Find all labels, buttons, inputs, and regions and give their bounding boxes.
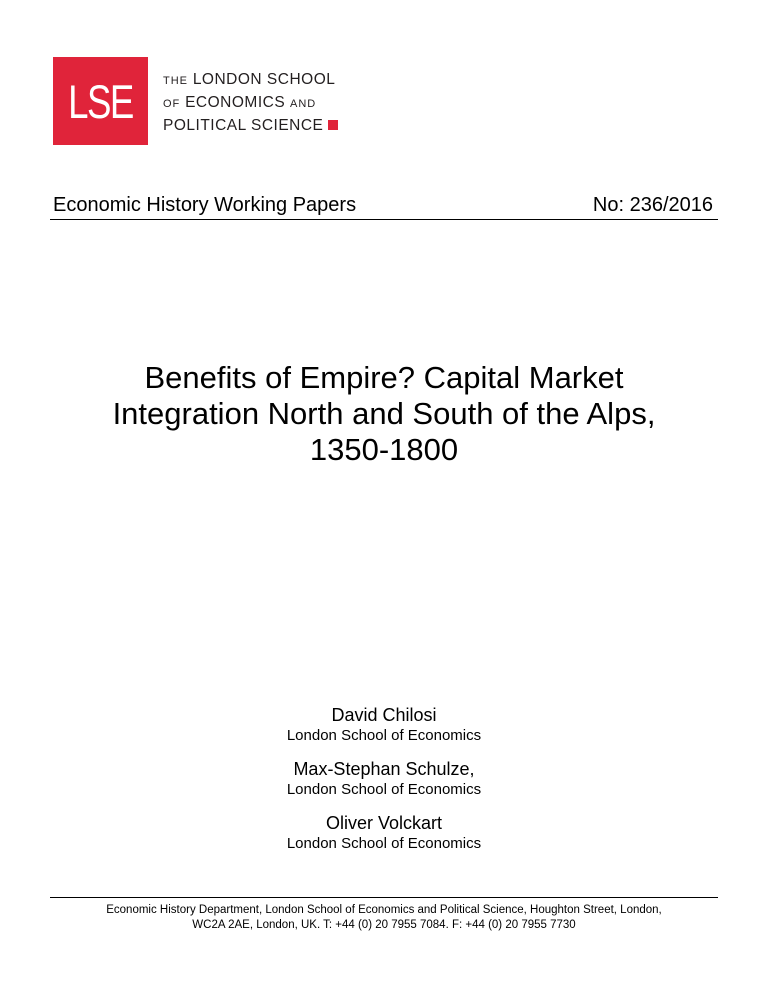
header-divider	[50, 219, 718, 220]
department-footer	[60, 903, 708, 933]
paper-title	[40, 360, 728, 468]
paper-number: No: 236/2016	[592, 194, 713, 216]
author-name: Oliver Volckart	[325, 813, 443, 833]
title-line-3: 1350-1800	[309, 432, 459, 467]
footer-line-2: WC2A 2AE, London, UK. T: +44 (0) 20 7955 7084. F: +44 (0) 20 7955 7730	[192, 919, 576, 931]
lse-logo-wordmark	[163, 69, 338, 137]
footer-divider	[50, 897, 718, 898]
lse-logo-letters: LSE	[68, 74, 133, 128]
title-line-1: Benefits of Empire? Capital Market	[144, 360, 624, 395]
series-title: Economic History Working Papers	[53, 194, 357, 216]
author-affiliation: London School of Economics	[286, 835, 482, 852]
title-line-2: Integration North and South of the Alps,	[112, 396, 656, 431]
logo-line-1: THE LONDON SCHOOL	[163, 71, 336, 88]
author-affiliation: London School of Economics	[286, 727, 482, 744]
author-name: Max-Stephan Schulze,	[293, 759, 475, 779]
author-name: David Chilosi	[331, 705, 437, 725]
lse-logo-mark	[53, 57, 148, 145]
author-list	[0, 704, 768, 866]
logo-square-icon	[328, 120, 338, 130]
logo-line-3: POLITICAL SCIENCE	[163, 115, 338, 137]
logo-line-2: OF ECONOMICS AND	[163, 94, 317, 111]
author-affiliation: London School of Economics	[286, 781, 482, 798]
footer-line-1: Economic History Department, London School of Economics and Political Science, Houghton Street, London,	[106, 904, 662, 916]
